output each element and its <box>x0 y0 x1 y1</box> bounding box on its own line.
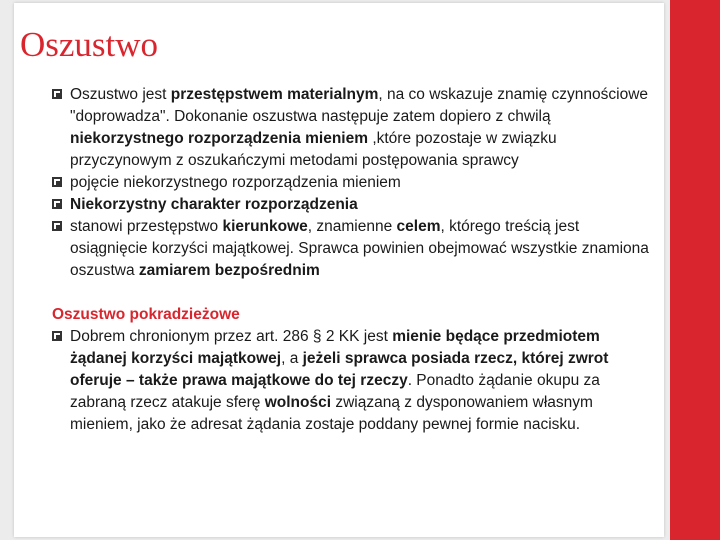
text-run: , którego treścią jest osiągnięcie korzyści majątkowej. Sprawca powinien obejmować wszystkie znamiona oszustwa <box>70 218 649 279</box>
checkbox-square-icon <box>52 89 62 99</box>
bold-text: mienie będące przedmiotem żądanej korzyści majątkowej <box>70 328 600 367</box>
checkbox-square-icon <box>52 177 62 187</box>
checkbox-square-icon <box>52 221 62 231</box>
section-bullet-list <box>52 326 652 436</box>
bullet-item <box>52 326 652 436</box>
bold-text: jeżeli sprawca posiada rzecz, której zwrot oferuje – także prawa majątkowe do tej rzeczy <box>70 350 609 389</box>
text-run: stanowi przestępstwo <box>70 218 223 235</box>
text-run: związaną z dysponowaniem własnym mieniem, jako że adresat żądania zostaje poddany pewnej formie nacisku. <box>70 394 593 433</box>
bold-text: Niekorzystny charakter rozporządzenia <box>70 196 358 213</box>
bold-text: niekorzystnego rozporządzenia mieniem <box>70 130 369 147</box>
bullet-item <box>52 194 652 216</box>
section-spacer <box>52 282 652 304</box>
bullet-item <box>52 216 652 282</box>
text-run: pojęcie niekorzystnego rozporządzenia mieniem <box>70 174 401 191</box>
text-run: , znamienne <box>307 218 397 235</box>
bullet-item <box>52 84 652 172</box>
slide-title: Oszustwo <box>20 25 159 64</box>
red-accent-bar <box>670 0 720 540</box>
text-run: ,które pozostaje w związku przyczynowym z oszukańczymi metodami postępowania sprawcy <box>70 130 557 169</box>
text-run: , na co wskazuje znamię czynnościowe "doprowadza". Dokonanie oszustwa następuje zatem dopiero z chwilą <box>70 86 649 125</box>
checkbox-square-icon <box>52 331 62 341</box>
checkbox-square-icon <box>52 199 62 209</box>
bold-text: kierunkowe <box>222 218 308 235</box>
bullet-list <box>52 84 652 282</box>
text-run: Oszustwo jest <box>70 86 171 103</box>
text-run: Dobrem chronionym przez art. 286 § 2 KK jest <box>70 328 393 345</box>
slide-body <box>52 84 652 436</box>
section-heading: Oszustwo pokradzieżowe <box>52 306 240 323</box>
bullet-item <box>52 172 652 194</box>
bold-text: wolności <box>264 394 332 411</box>
text-run: . Ponadto żądanie okupu za zabraną rzecz atakuje sferę <box>70 372 600 411</box>
bold-text: celem <box>396 218 441 235</box>
bold-text: przestępstwem materialnym <box>170 86 379 103</box>
text-run: , a <box>281 350 303 367</box>
bold-text: zamiarem bezpośrednim <box>138 262 320 279</box>
